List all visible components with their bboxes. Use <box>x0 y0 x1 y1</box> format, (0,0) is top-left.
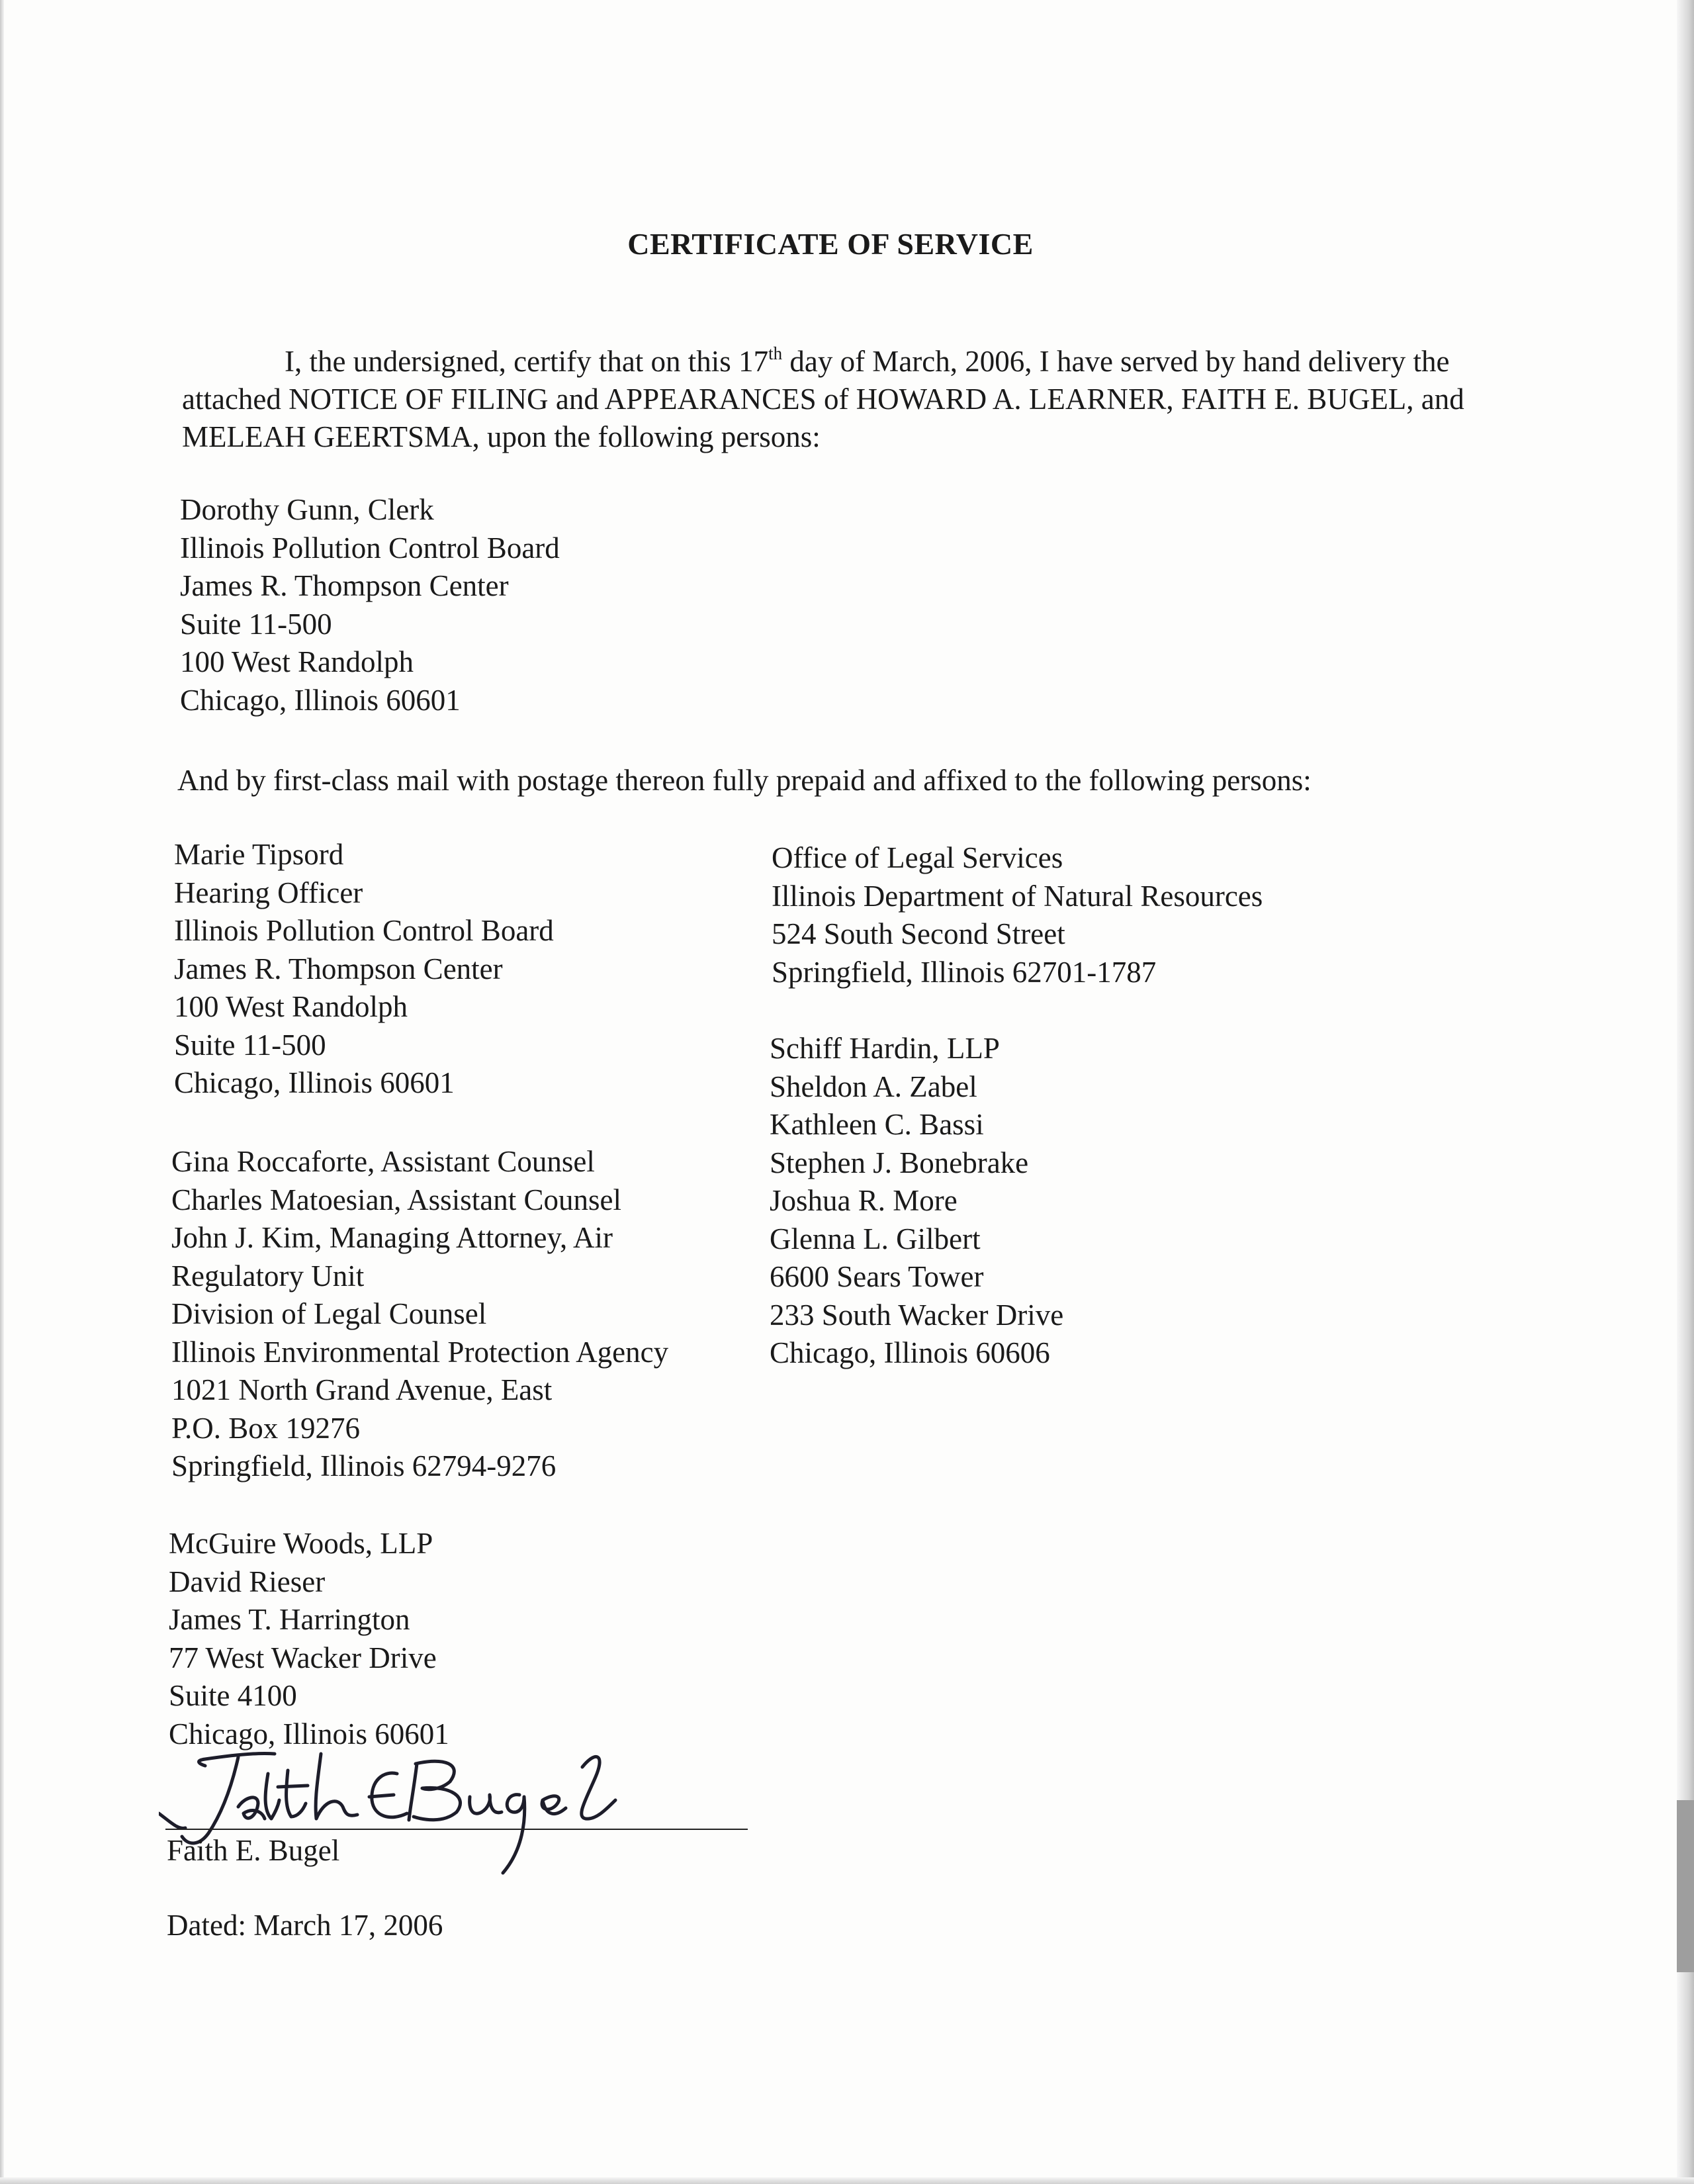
address-line: Chicago, Illinois 60606 <box>770 1336 1050 1369</box>
signature-stroke <box>409 1761 461 1820</box>
signature-stroke <box>287 1770 306 1817</box>
address-line: Glenna L. Gilbert <box>770 1222 981 1255</box>
address-line: P.O. Box 19276 <box>171 1411 361 1445</box>
intro-paragraph <box>182 343 1479 456</box>
address-line: Sheldon A. Zabel <box>770 1069 977 1103</box>
address-line: James R. Thompson Center <box>180 569 509 602</box>
signature-stroke <box>369 1773 407 1817</box>
address-line: Charles Matoesian, Assistant Counsel <box>171 1183 621 1216</box>
signature-stroke <box>503 1795 525 1873</box>
address-line: Marie Tipsord <box>174 838 344 871</box>
address-mcguire-woods <box>169 1525 449 1753</box>
address-line: Office of Legal Services <box>772 841 1063 874</box>
address-tipsord <box>174 836 554 1103</box>
intro-ordinal-suffix: th <box>768 343 783 363</box>
address-line: Joshua R. More <box>770 1184 958 1217</box>
signer-name: Faith E. Bugel <box>167 1834 340 1867</box>
address-line: Stephen J. Bonebrake <box>770 1146 1029 1179</box>
address-line: 524 South Second Street <box>772 917 1065 950</box>
address-line: David Rieser <box>169 1565 326 1598</box>
address-line: Illinois Environmental Protection Agency <box>171 1335 669 1369</box>
address-line: Regulatory Unit <box>171 1259 365 1293</box>
address-line: Illinois Department of Natural Resources <box>772 879 1263 913</box>
date-line: Dated: March 17, 2006 <box>167 1909 443 1942</box>
address-line: John J. Kim, Managing Attorney, Air <box>171 1221 613 1254</box>
signature-stroke <box>316 1754 357 1819</box>
address-line: Springfield, Illinois 62794-9276 <box>171 1449 557 1482</box>
address-line: Illinois Pollution Control Board <box>180 531 560 565</box>
signature-stroke <box>265 1774 279 1819</box>
signature-stroke <box>182 1757 238 1843</box>
address-line: Gina Roccaforte, Assistant Counsel <box>171 1145 595 1178</box>
address-line: James R. Thompson Center <box>174 952 503 985</box>
address-schiff-hardin <box>770 1030 1063 1373</box>
address-line: Division of Legal Counsel <box>171 1297 487 1330</box>
address-line: 77 West Wacker Drive <box>169 1641 437 1674</box>
scan-edge-left <box>0 0 4 2184</box>
address-line: Dorothy Gunn, Clerk <box>180 493 434 526</box>
signature-stroke <box>582 1756 615 1819</box>
signature-stroke <box>470 1795 502 1813</box>
address-line: Hearing Officer <box>174 876 363 909</box>
address-line: 100 West Randolph <box>174 990 408 1023</box>
address-line: Chicago, Illinois 60601 <box>180 683 461 717</box>
address-line: 100 West Randolph <box>180 645 414 678</box>
document-title: CERTIFICATE OF SERVICE <box>627 227 1034 261</box>
address-line: Chicago, Illinois 60601 <box>174 1066 455 1099</box>
address-line: Kathleen C. Bassi <box>770 1108 984 1141</box>
address-idnr <box>772 839 1263 991</box>
address-line: James T. Harrington <box>169 1603 410 1636</box>
address-line: Suite 11-500 <box>180 607 332 641</box>
signature-stroke <box>278 1786 308 1787</box>
address-line: McGuire Woods, LLP <box>169 1527 433 1560</box>
address-line: 233 South Wacker Drive <box>770 1298 1064 1332</box>
address-line: 1021 North Grand Avenue, East <box>171 1373 553 1406</box>
signature-stroke <box>238 1797 265 1819</box>
address-iepa <box>171 1143 668 1486</box>
address-line: Suite 4100 <box>169 1679 297 1712</box>
address-line: Suite 11-500 <box>174 1028 326 1062</box>
address-line: 6600 Sears Tower <box>770 1260 984 1293</box>
intro-text-start: I, the undersigned, certify that on this 17 <box>285 345 769 378</box>
address-line: Chicago, Illinois 60601 <box>169 1717 449 1751</box>
signature-stroke <box>159 1813 185 1829</box>
scan-edge-mark <box>1677 1800 1694 1972</box>
address-line: Springfield, Illinois 62701-1787 <box>772 955 1157 989</box>
address-line: Schiff Hardin, LLP <box>770 1032 1000 1065</box>
mail-service-statement: And by first-class mail with postage thereon fully prepaid and affixed to the following persons: <box>177 764 1312 797</box>
signature-line <box>165 1829 748 1830</box>
signature-stroke <box>542 1796 566 1814</box>
scan-edge-bottom <box>0 2177 1694 2184</box>
address-line: Illinois Pollution Control Board <box>174 914 554 947</box>
intro-text-rest: day of March, 2006, I have served by hand delivery the attached NOTICE OF FILING and APPEARANCES of HOWARD A. LEARNER, FAITH E. BUGEL, and MELEAH GEERTSMA, upon the following persons: <box>182 345 1464 453</box>
hand-delivery-address <box>180 491 560 719</box>
